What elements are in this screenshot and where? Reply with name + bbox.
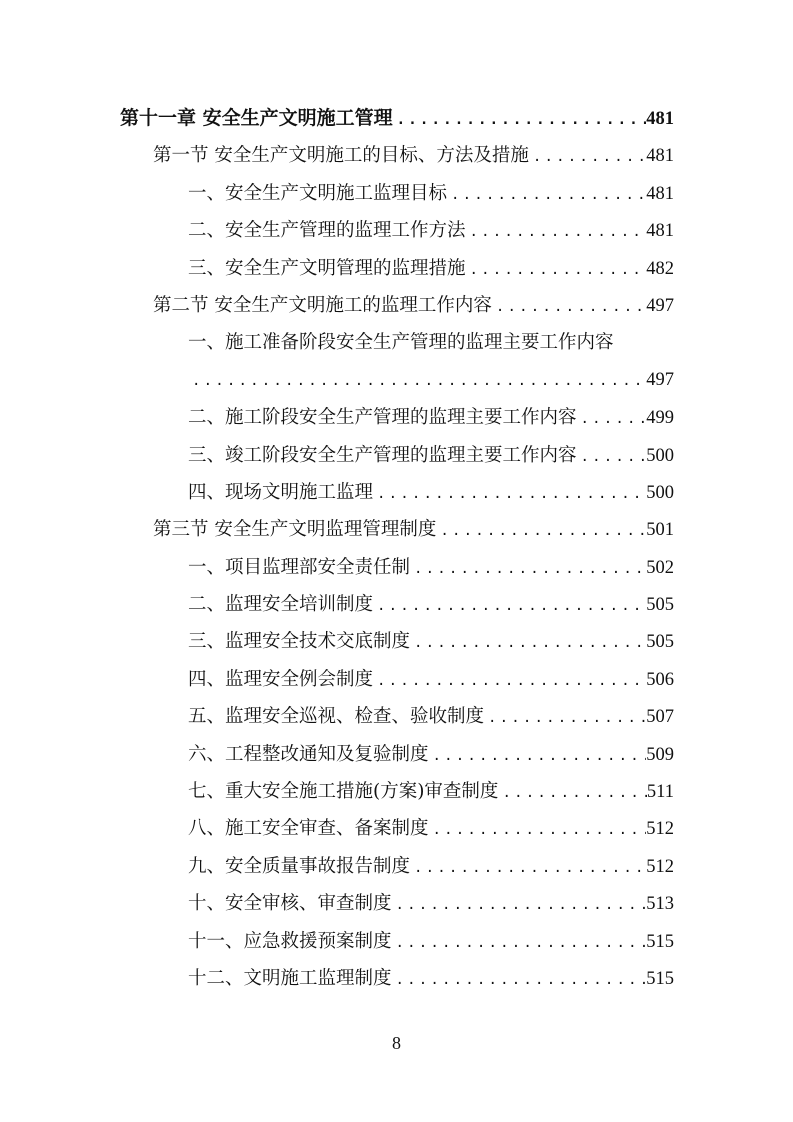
toc-title: 十、安全审核、审查制度: [188, 893, 392, 915]
toc-page-number: 482: [646, 258, 674, 279]
toc-page-number: 512: [646, 856, 674, 877]
toc-page-number: 506: [646, 669, 674, 690]
toc-entry-item[interactable]: [120, 773, 674, 810]
toc-page-number: 481: [646, 109, 674, 129]
toc-leader-dots: [392, 962, 647, 999]
toc-leader-dots: [429, 738, 647, 775]
toc-leader-dots: [410, 850, 646, 887]
table-of-contents: [120, 100, 674, 997]
toc-leader-dots: [373, 588, 646, 625]
toc-page-number: 502: [646, 557, 674, 578]
toc-page-number: 515: [646, 968, 674, 989]
toc-page-number: 500: [646, 482, 674, 503]
toc-title: 第二节 安全生产文明施工的监理工作内容: [153, 294, 492, 316]
toc-entry-section[interactable]: [120, 511, 674, 548]
toc-leader-dots: [492, 289, 646, 326]
toc-page-number: 501: [646, 520, 674, 541]
toc-leader-dots: [373, 476, 646, 513]
toc-entry-chapter[interactable]: [120, 100, 674, 137]
toc-entry-item[interactable]: [120, 175, 674, 212]
toc-title: 七、重大安全施工措施(方案)审查制度: [188, 781, 499, 803]
toc-entry-section[interactable]: [120, 287, 674, 324]
toc-title: 第十一章 安全生产文明施工管理: [120, 107, 393, 129]
toc-leader-dots: [436, 513, 646, 550]
toc-leader-dots: [392, 887, 647, 924]
toc-page-number: 505: [646, 632, 674, 653]
toc-leader-dots: [410, 625, 646, 662]
toc-entry-item[interactable]: [120, 212, 674, 249]
toc-leader-dots: [577, 401, 647, 438]
toc-leader-dots: [188, 363, 646, 400]
toc-entry-item[interactable]: [120, 437, 674, 474]
toc-entry-item[interactable]: [120, 661, 674, 698]
toc-title: 一、项目监理部安全责任制: [188, 556, 411, 578]
toc-leader-dots: [447, 177, 646, 214]
toc-leader-dots: [577, 439, 647, 476]
toc-leader-dots: [484, 700, 646, 737]
toc-title: 十一、应急救援预案制度: [188, 930, 392, 952]
toc-title: 三、安全生产文明管理的监理措施: [188, 257, 466, 279]
toc-page-number: 481: [646, 183, 674, 204]
toc-leader-dots: [498, 775, 646, 812]
toc-leader-dots: [392, 925, 647, 962]
toc-title: 十二、文明施工监理制度: [188, 967, 392, 989]
toc-title: 三、竣工阶段安全生产管理的监理主要工作内容: [188, 444, 577, 466]
toc-leader-dots: [466, 214, 647, 251]
toc-entry-item[interactable]: [120, 474, 674, 511]
toc-page-number: 509: [646, 744, 674, 765]
toc-entry-item[interactable]: [120, 549, 674, 586]
toc-title: 一、施工准备阶段安全生产管理的监理主要工作内容: [188, 332, 614, 354]
toc-page-number: 511: [646, 782, 674, 803]
toc-page-number: 505: [646, 595, 674, 616]
toc-title: 六、工程整改通知及复验制度: [188, 743, 429, 765]
toc-entry-item[interactable]: [120, 736, 674, 773]
page-number-footer: 8: [392, 1033, 401, 1053]
toc-entry-section[interactable]: [120, 137, 674, 174]
toc-leader-dots: [466, 252, 647, 289]
toc-entry-item[interactable]: [120, 623, 674, 660]
toc-page-number: 481: [646, 146, 674, 167]
toc-leader-dots: [373, 663, 646, 700]
toc-entry-item[interactable]: [120, 810, 674, 847]
toc-title: 九、安全质量事故报告制度: [188, 855, 411, 877]
toc-entry-item[interactable]: [120, 885, 674, 922]
toc-entry-item[interactable]: [120, 960, 674, 997]
toc-leader-dots: [410, 551, 646, 588]
toc-title: 三、监理安全技术交底制度: [188, 631, 411, 653]
toc-title: 一、安全生产文明施工监理目标: [188, 182, 448, 204]
toc-title: 四、现场文明施工监理: [188, 481, 374, 503]
toc-title: 八、施工安全审查、备案制度: [188, 818, 429, 840]
toc-title: 第三节 安全生产文明监理管理制度: [153, 519, 437, 541]
toc-title: 二、监理安全培训制度: [188, 594, 374, 616]
toc-title: 二、安全生产管理的监理工作方法: [188, 220, 466, 242]
toc-page-number: 481: [646, 221, 674, 242]
toc-leader-dots: [529, 139, 646, 176]
toc-entry-item-wrapped-title[interactable]: [120, 324, 674, 361]
toc-title: 五、监理安全巡视、检查、验收制度: [188, 706, 485, 728]
toc-entry-item[interactable]: [120, 586, 674, 623]
toc-leader-dots: [393, 102, 647, 139]
toc-entry-item[interactable]: [120, 399, 674, 436]
toc-page-number: 513: [646, 894, 674, 915]
toc-leader-dots: [429, 812, 647, 849]
toc-page-number: 499: [646, 408, 674, 429]
toc-title: 四、监理安全例会制度: [188, 668, 374, 690]
toc-page-number: 500: [646, 445, 674, 466]
toc-page-number: 512: [646, 819, 674, 840]
toc-entry-item[interactable]: [120, 250, 674, 287]
toc-entry-item-continuation[interactable]: [120, 362, 674, 399]
toc-page-number: 497: [646, 369, 674, 390]
toc-entry-item[interactable]: [120, 923, 674, 960]
toc-title: 二、施工阶段安全生产管理的监理主要工作内容: [188, 407, 577, 429]
toc-page-number: 507: [646, 707, 674, 728]
toc-entry-item[interactable]: [120, 848, 674, 885]
toc-page-number: 515: [646, 931, 674, 952]
toc-title: 第一节 安全生产文明施工的目标、方法及措施: [153, 145, 529, 167]
toc-page-number: 497: [646, 295, 674, 316]
toc-entry-item[interactable]: [120, 698, 674, 735]
